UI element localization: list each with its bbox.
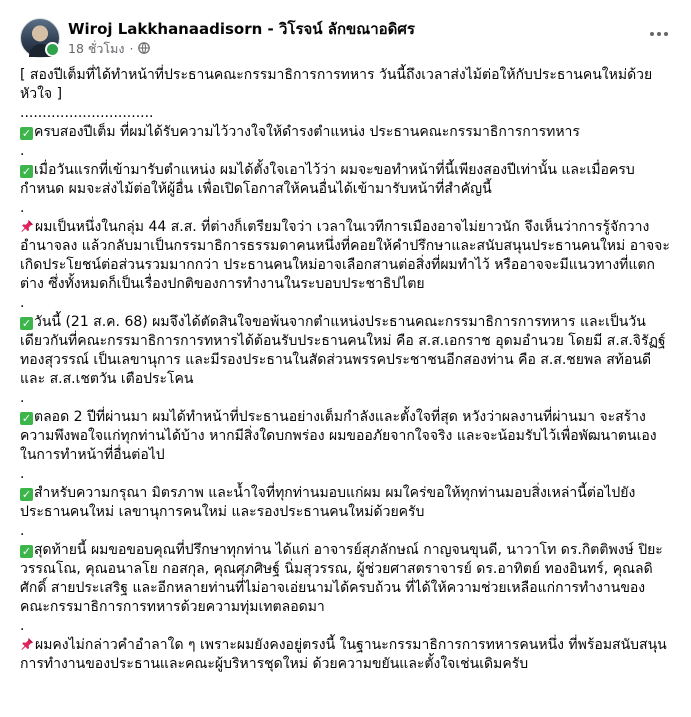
post-paragraph <box>20 161 672 218</box>
post-paragraph <box>20 313 672 408</box>
post-paragraph <box>20 408 672 484</box>
paragraph-text: สุดท้ายนี้ ผมขอขอบคุณที่ปรึกษาทุกท่าน ได้แก่ อาจารย์สุภลักษณ์ กาญจนขุนดี, นาวาโท ดร.กิตติพงษ์ ปิยะวรรณโณ, คุณอนาลโย กอสกุล, คุณศุภศิษฐ์ นิ่มสุวรรณ, ผู้ช่วยศาสตราจารย์ ดร.อาทิตย์ ทองอินทร์, คุณลดิศักดิ์ สายประเสริฐ และอีกหลายท่านที่ไม่อาจเอ่ยนามได้ครบถ้วน ที่ได้ให้ความช่วยเหลือแก่การทำงานของคณะกรรมาธิการการทหารด้วยความทุ่มเทตลอดมา . <box>20 542 663 634</box>
post-paragraph <box>20 218 672 313</box>
check-mark-icon: ✓ <box>21 317 32 330</box>
online-status-icon <box>45 42 60 57</box>
globe-icon[interactable] <box>138 42 150 54</box>
post-body <box>20 66 672 674</box>
pushpin-icon <box>20 219 34 233</box>
post-paragraph <box>20 541 672 636</box>
avatar[interactable] <box>20 18 60 58</box>
more-dot <box>657 32 661 36</box>
paragraph-text: สำหรับความกรุณา มิตรภาพ และน้ำใจที่ทุกท่านมอบแก่ผม ผมใคร่ขอให้ทุกท่านมอบสิ่งเหล่านี้ต่อไปยังประธานคนใหม่ เลขานุการคนใหม่ และรองประธานคนใหม่ด้วยครับ . <box>20 485 636 539</box>
pushpin-icon <box>20 637 34 651</box>
paragraph-text: ผมคงไม่กล่าวคำอำลาใด ๆ เพราะผมยังคงอยู่ตรงนี้ ในฐานะกรรมาธิการการทหารคนหนึ่ง ที่พร้อมสนับสนุนการทำงานของประธานและคณะผู้บริหารชุดใหม่ ด้วยความขยันและตั้งใจเช่นเดิมครับ <box>20 637 667 672</box>
post-header <box>20 16 415 60</box>
check-mark-icon: ✓ <box>21 545 32 558</box>
check-mark-icon: ✓ <box>21 488 32 501</box>
more-dot <box>650 32 654 36</box>
paragraph-text: [ สองปีเต็มที่ได้ทำหน้าที่ประธานคณะกรรมาธิการการทหาร วันนี้ถึงเวลาส่งไม้ต่อให้กับประธานคนใหม่ด้วยหัวใจ ] .............................. <box>20 67 653 121</box>
check-mark-icon: ✓ <box>21 127 32 140</box>
author-name[interactable]: Wiroj Lakkhanaadisorn - วิโรจน์ ลักขณาอดิศร <box>68 19 415 38</box>
post-paragraph <box>20 636 672 674</box>
check-mark-icon: ✓ <box>21 165 32 178</box>
paragraph-text: วันนี้ (21 ส.ค. 68) ผมจึงได้ตัดสินใจขอพ้นจากตำแหน่งประธานคณะกรรมาธิการการทหาร และเป็นวันเดียวกันที่คณะกรรมาธิการการทหารได้ต้อนรับประธานคนใหม่ คือ ส.ส.เอกราช อุดมอำนวย โดยมี ส.ส.จิรัฏฐ์ ทองสุวรรณ์ เป็นเลขานุการ และมีรองประธานในสัดส่วนพรรคประชาชนอีกสองท่าน คือ ส.ส.ชยพล สท้อนดี และ ส.ส.เชตวัน เตือประโคน . <box>20 314 666 406</box>
post-subline <box>68 40 415 57</box>
post-time[interactable]: 18 ชั่วโมง <box>68 40 125 56</box>
post-meta <box>68 20 415 57</box>
check-mark-icon: ✓ <box>21 412 32 425</box>
paragraph-text: ตลอด 2 ปีที่ผ่านมา ผมได้ทำหน้าที่ประธานอย่างเต็มกำลังและตั้งใจที่สุด หวังว่าผลงานที่ผ่านมา จะสร้างความพึงพอใจแก่ทุกท่านได้บ้าง หากมีสิ่งใดบกพร่อง ผมขออภัยจากใจจริง และจะน้อมรับไว้เพื่อพัฒนาตนเองในการทำหน้าที่อื่นต่อไป . <box>20 409 657 482</box>
more-dot <box>664 32 668 36</box>
paragraph-text: ครบสองปีเต็ม ที่ผมได้รับความไว้วางใจให้ดำรงตำแหน่ง ประธานคณะกรรมาธิการการทหาร . <box>20 124 580 159</box>
paragraph-text: ผมเป็นหนึ่งในกลุ่ม 44 ส.ส. ที่ต่างก็เตรียมใจว่า เวลาในเวทีการเมืองอาจไม่ยาวนัก จึงเห็นว่าการรู้จักวางอำนาจลง แล้วกลับมาเป็นกรรมาธิการธรรมดาคนหนึ่งที่คอยให้คำปรึกษาและสนับสนุนประธานคนใหม่ อาจจะเกิดประโยชน์ต่อส่วนรวมมากกว่า ประธานคนใหม่อาจเลือกสานต่อสิ่งที่ผมทำไว้ หรืออาจจะมีแนวทางที่แตกต่าง ซึ่งทั้งหมดก็เป็นเรื่องปกติของการทำงานในระบอบประชาธิปไตย . <box>20 219 670 311</box>
post-paragraph <box>20 123 672 161</box>
post-paragraph <box>20 484 672 541</box>
separator: · <box>129 40 134 56</box>
paragraph-text: เมื่อวันแรกที่เข้ามารับตำแหน่ง ผมได้ตั้งใจเอาไว้ว่า ผมจะขอทำหน้าที่นี้เพียงสองปีเท่านั้น และเมื่อครบกำหนด ผมจะส่งไม้ต่อให้ผู้อื่น เพื่อเปิดโอกาสให้คนอื่นได้เข้ามารับหน้าที่สำคัญนี้ . <box>20 162 635 216</box>
post-paragraph <box>20 66 672 123</box>
more-options-button[interactable] <box>647 22 671 46</box>
